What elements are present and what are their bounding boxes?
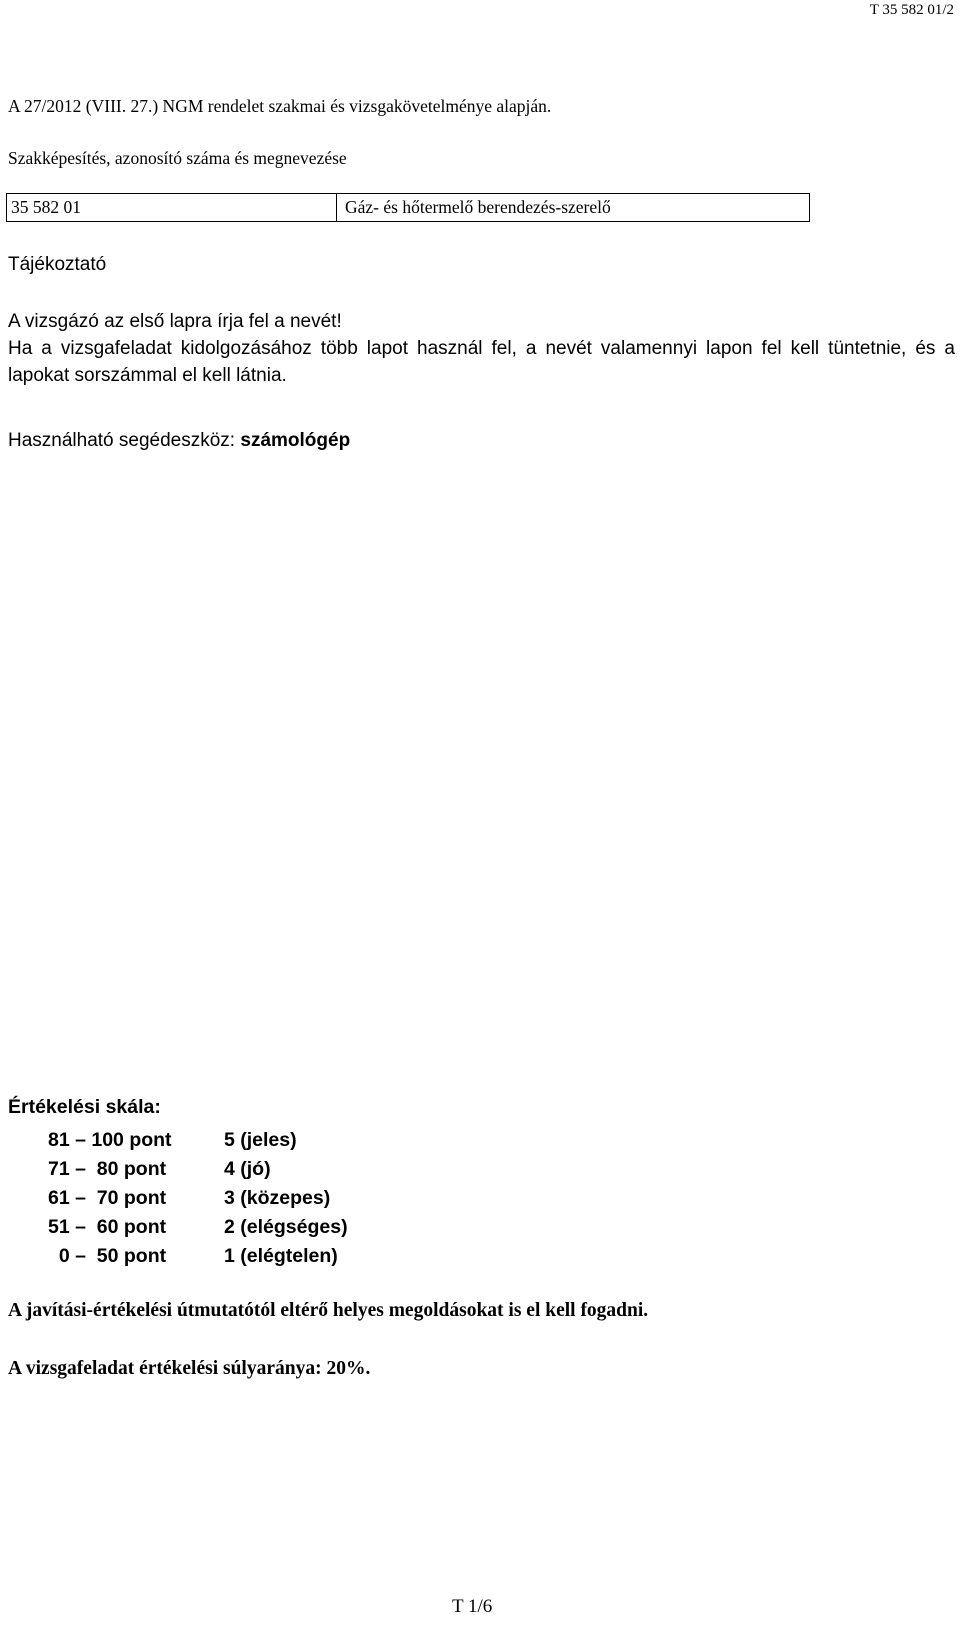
info-block: [8, 308, 955, 389]
grading-scale-row: [48, 1155, 348, 1184]
score-range: 61 – 70 pont: [48, 1187, 167, 1209]
page-number: T 1/6: [452, 1596, 493, 1617]
grading-scale-row: [48, 1213, 348, 1242]
grade: 3 (közepes): [224, 1187, 331, 1209]
grading-scale-row: [48, 1242, 348, 1271]
grade: 4 (jó): [224, 1158, 271, 1180]
score-range: 51 – 60 pont: [48, 1216, 167, 1238]
qualification-heading: Szakképesítés, azonosító száma és megnevezése: [8, 148, 347, 168]
info-title: Tájékoztató: [8, 254, 107, 275]
grading-scale: [48, 1126, 348, 1271]
qualification-code: 35 582 01: [7, 194, 337, 221]
grade: 5 (jeles): [224, 1129, 297, 1151]
allowed-tools: [8, 430, 350, 452]
alternative-solutions-note: A javítási-értékelési útmutatótól eltérő helyes megoldásokat is el kell fogadni.: [8, 1300, 649, 1321]
score-range: 81 – 100 pont: [48, 1129, 172, 1151]
document-code: T 35 582 01/2: [869, 2, 954, 18]
score-range: 71 – 80 pont: [48, 1158, 167, 1180]
qualification-name: Gáz- és hőtermelő berendezés-szerelő: [345, 197, 611, 217]
grading-scale-title: Értékelési skála:: [8, 1096, 161, 1118]
grade: 1 (elégtelen): [224, 1245, 338, 1267]
tools-value: számológép: [240, 430, 351, 451]
grade: 2 (elégséges): [224, 1216, 348, 1238]
weight-note: A vizsgafeladat értékelési súlyaránya: 20%.: [8, 1358, 371, 1379]
tools-label: Használható segédeszköz:: [8, 430, 241, 451]
info-line-sheets: Ha a vizsgafeladat kidolgozásához több lapot használ fel, a nevét valamennyi lapon fel kell tüntetnie, és a lapokat sorszámmal el kell látnia.: [8, 338, 955, 386]
regulation-reference: A 27/2012 (VIII. 27.) NGM rendelet szakmai és vizsgakövetelménye alapján.: [8, 96, 552, 116]
grading-scale-row: [48, 1184, 348, 1213]
qualification-table: [6, 193, 810, 222]
info-line-name: A vizsgázó az első lapra írja fel a nevét!: [8, 311, 342, 332]
score-range: 0 – 50 pont: [48, 1245, 167, 1267]
grading-scale-row: [48, 1126, 348, 1155]
